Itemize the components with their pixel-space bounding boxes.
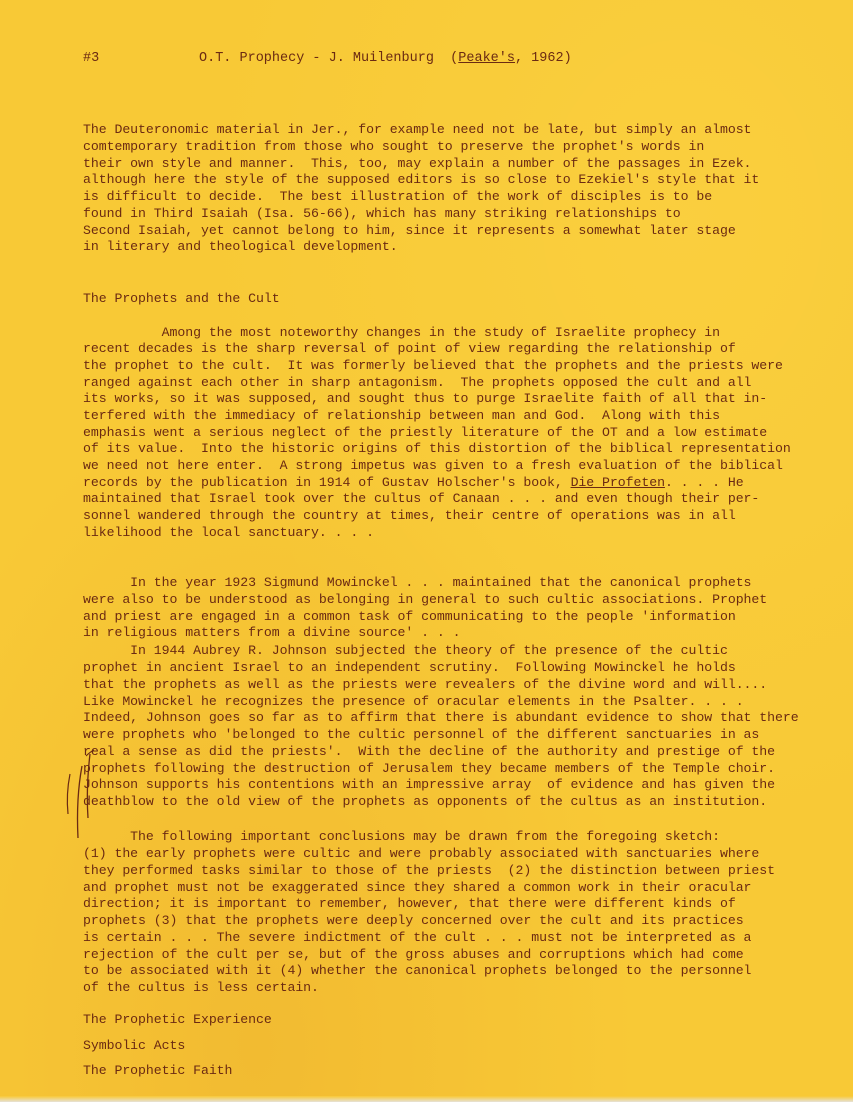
text-line: and priest are engaged in a common task of communicating to the people 'information [83,609,736,624]
text-line: of its value. Into the historic origins of this distortion of the biblical representation [83,441,791,456]
book-title: Die Profeten [570,475,665,490]
text-line: recent decades is the sharp reversal of point of view regarding the relationship of [83,341,736,356]
text-segment: . . . . He [664,475,744,490]
text-line: prophet in ancient Israel to an independent scrutiny. Following Mowinckel he holds [83,660,736,675]
text-line: Second Isaiah, yet cannot belong to him, since it represents a somewhat later stage [83,223,736,238]
text-line: real a sense as did the priests'. With the decline of the authority and prestige of the [83,744,776,759]
text-line: emphasis went a serious neglect of the priestly literature of the OT and a low estimate [83,425,768,440]
text-line: and prophet must not be exaggerated since they shared a common work in their oracular [83,880,752,895]
text-line: found in Third Isaiah (Isa. 56-66), which has many striking relationships to [83,206,681,221]
section-heading: The Prophetic Faith [83,1063,233,1078]
text-line: prophets (3) that the prophets were deeply concerned over the cult and its practices [83,913,744,928]
text-line: they performed tasks similar to those of the priests (2) the distinction between priest [83,863,776,878]
text-line: the prophet to the cult. It was formerly believed that the prophets and the priests were [83,358,783,373]
text-line: Johnson supports his contentions with an impressive array of evidence and has given the [83,777,776,792]
text-line: that the prophets as well as the priests were revealers of the divine word and will.... [83,677,768,692]
text-line: In 1944 Aubrey R. Johnson subjected the theory of the presence of the cultic [83,643,728,658]
text-line: deathblow to the old view of the prophets as opponents of the cultus as an institution. [83,794,768,809]
text-line: Among the most noteworthy changes in the study of Israelite prophecy in [83,325,720,340]
text-line: comtemporary tradition from those who sought to preserve the prophet's words in [83,139,705,154]
source-open: ( [450,51,459,66]
text-line: is certain . . . The severe indictment of the cult . . . must not be interpreted as a [83,930,752,945]
text-line: maintained that Israel took over the cultus of Canaan . . . and even though their per- [83,491,760,506]
text-line: rejection of the cult per se, but of the gross abuses and corruptions which had come [83,947,744,962]
text-line: terfered with the immediacy of relationship between man and God. Along with this [83,408,720,423]
text-line: Indeed, Johnson goes so far as to affirm that there is abundant evidence to show that there [83,710,799,725]
text-line: prophets following the destruction of Jerusalem they became members of the Temple choir. [83,761,776,776]
text-line: of the cultus is less certain. [83,980,319,995]
text-line: although here the style of the supposed editors is so close to Ezekiel's style that it [83,172,760,187]
text-line: (1) the early prophets were cultic and were probably associated with sanctuaries where [83,846,760,861]
text-line: ranged against each other in sharp antagonism. The prophets opposed the cult and all [83,375,752,390]
text-line: were prophets who 'belonged to the cultic personnel of the different sanctuaries in as [83,727,760,742]
text-segment: records by the publication in 1914 of Gustav Holscher's book, [83,475,571,490]
document-title [199,51,572,66]
text-line: In the year 1923 Sigmund Mowinckel . . . maintained that the canonical prophets [83,575,752,590]
title-text: O.T. Prophecy - J. Muilenburg [199,51,434,66]
text-line [83,475,744,490]
section-heading: Symbolic Acts [83,1038,186,1053]
text-line: their own style and manner. This, too, may explain a number of the passages in Ezek. [83,156,752,171]
page-bottom-edge [0,1096,853,1102]
text-line: were also to be understood as belonging in general to such cultic associations. Prophet [83,592,768,607]
text-line: is difficult to decide. The best illustration of the work of disciples is to be [83,189,713,204]
section-heading: The Prophets and the Cult [83,291,280,306]
page-number: #3 [83,51,100,66]
text-line: in literary and theological development. [83,239,398,254]
source-underlined: Peake's [458,51,515,66]
text-line: The Deuteronomic material in Jer., for example need not be late, but simply an almost [83,122,752,137]
text-line: to be associated with it (4) whether the canonical prophets belonged to the personnel [83,963,752,978]
text-line: likelihood the local sanctuary. . . . [83,525,374,540]
text-line: direction; it is important to remember, however, that there were different kinds of [83,896,736,911]
text-line: we need not here enter. A strong impetus was given to a fresh evaluation of the biblical [83,458,783,473]
text-line: in religious matters from a divine source' . . . [83,625,461,640]
section-heading: The Prophetic Experience [83,1012,272,1027]
text-line: its works, so it was supposed, and sought thus to purge Israelite faith of all that in- [83,391,768,406]
text-line: Like Mowinckel he recognizes the presence of oracular elements in the Psalter. . . . [83,694,744,709]
text-line: sonnel wandered through the country at times, their centre of operations was in all [83,508,736,523]
source-rest: , 1962) [514,51,572,66]
text-line: The following important conclusions may be drawn from the foregoing sketch: [83,829,720,844]
